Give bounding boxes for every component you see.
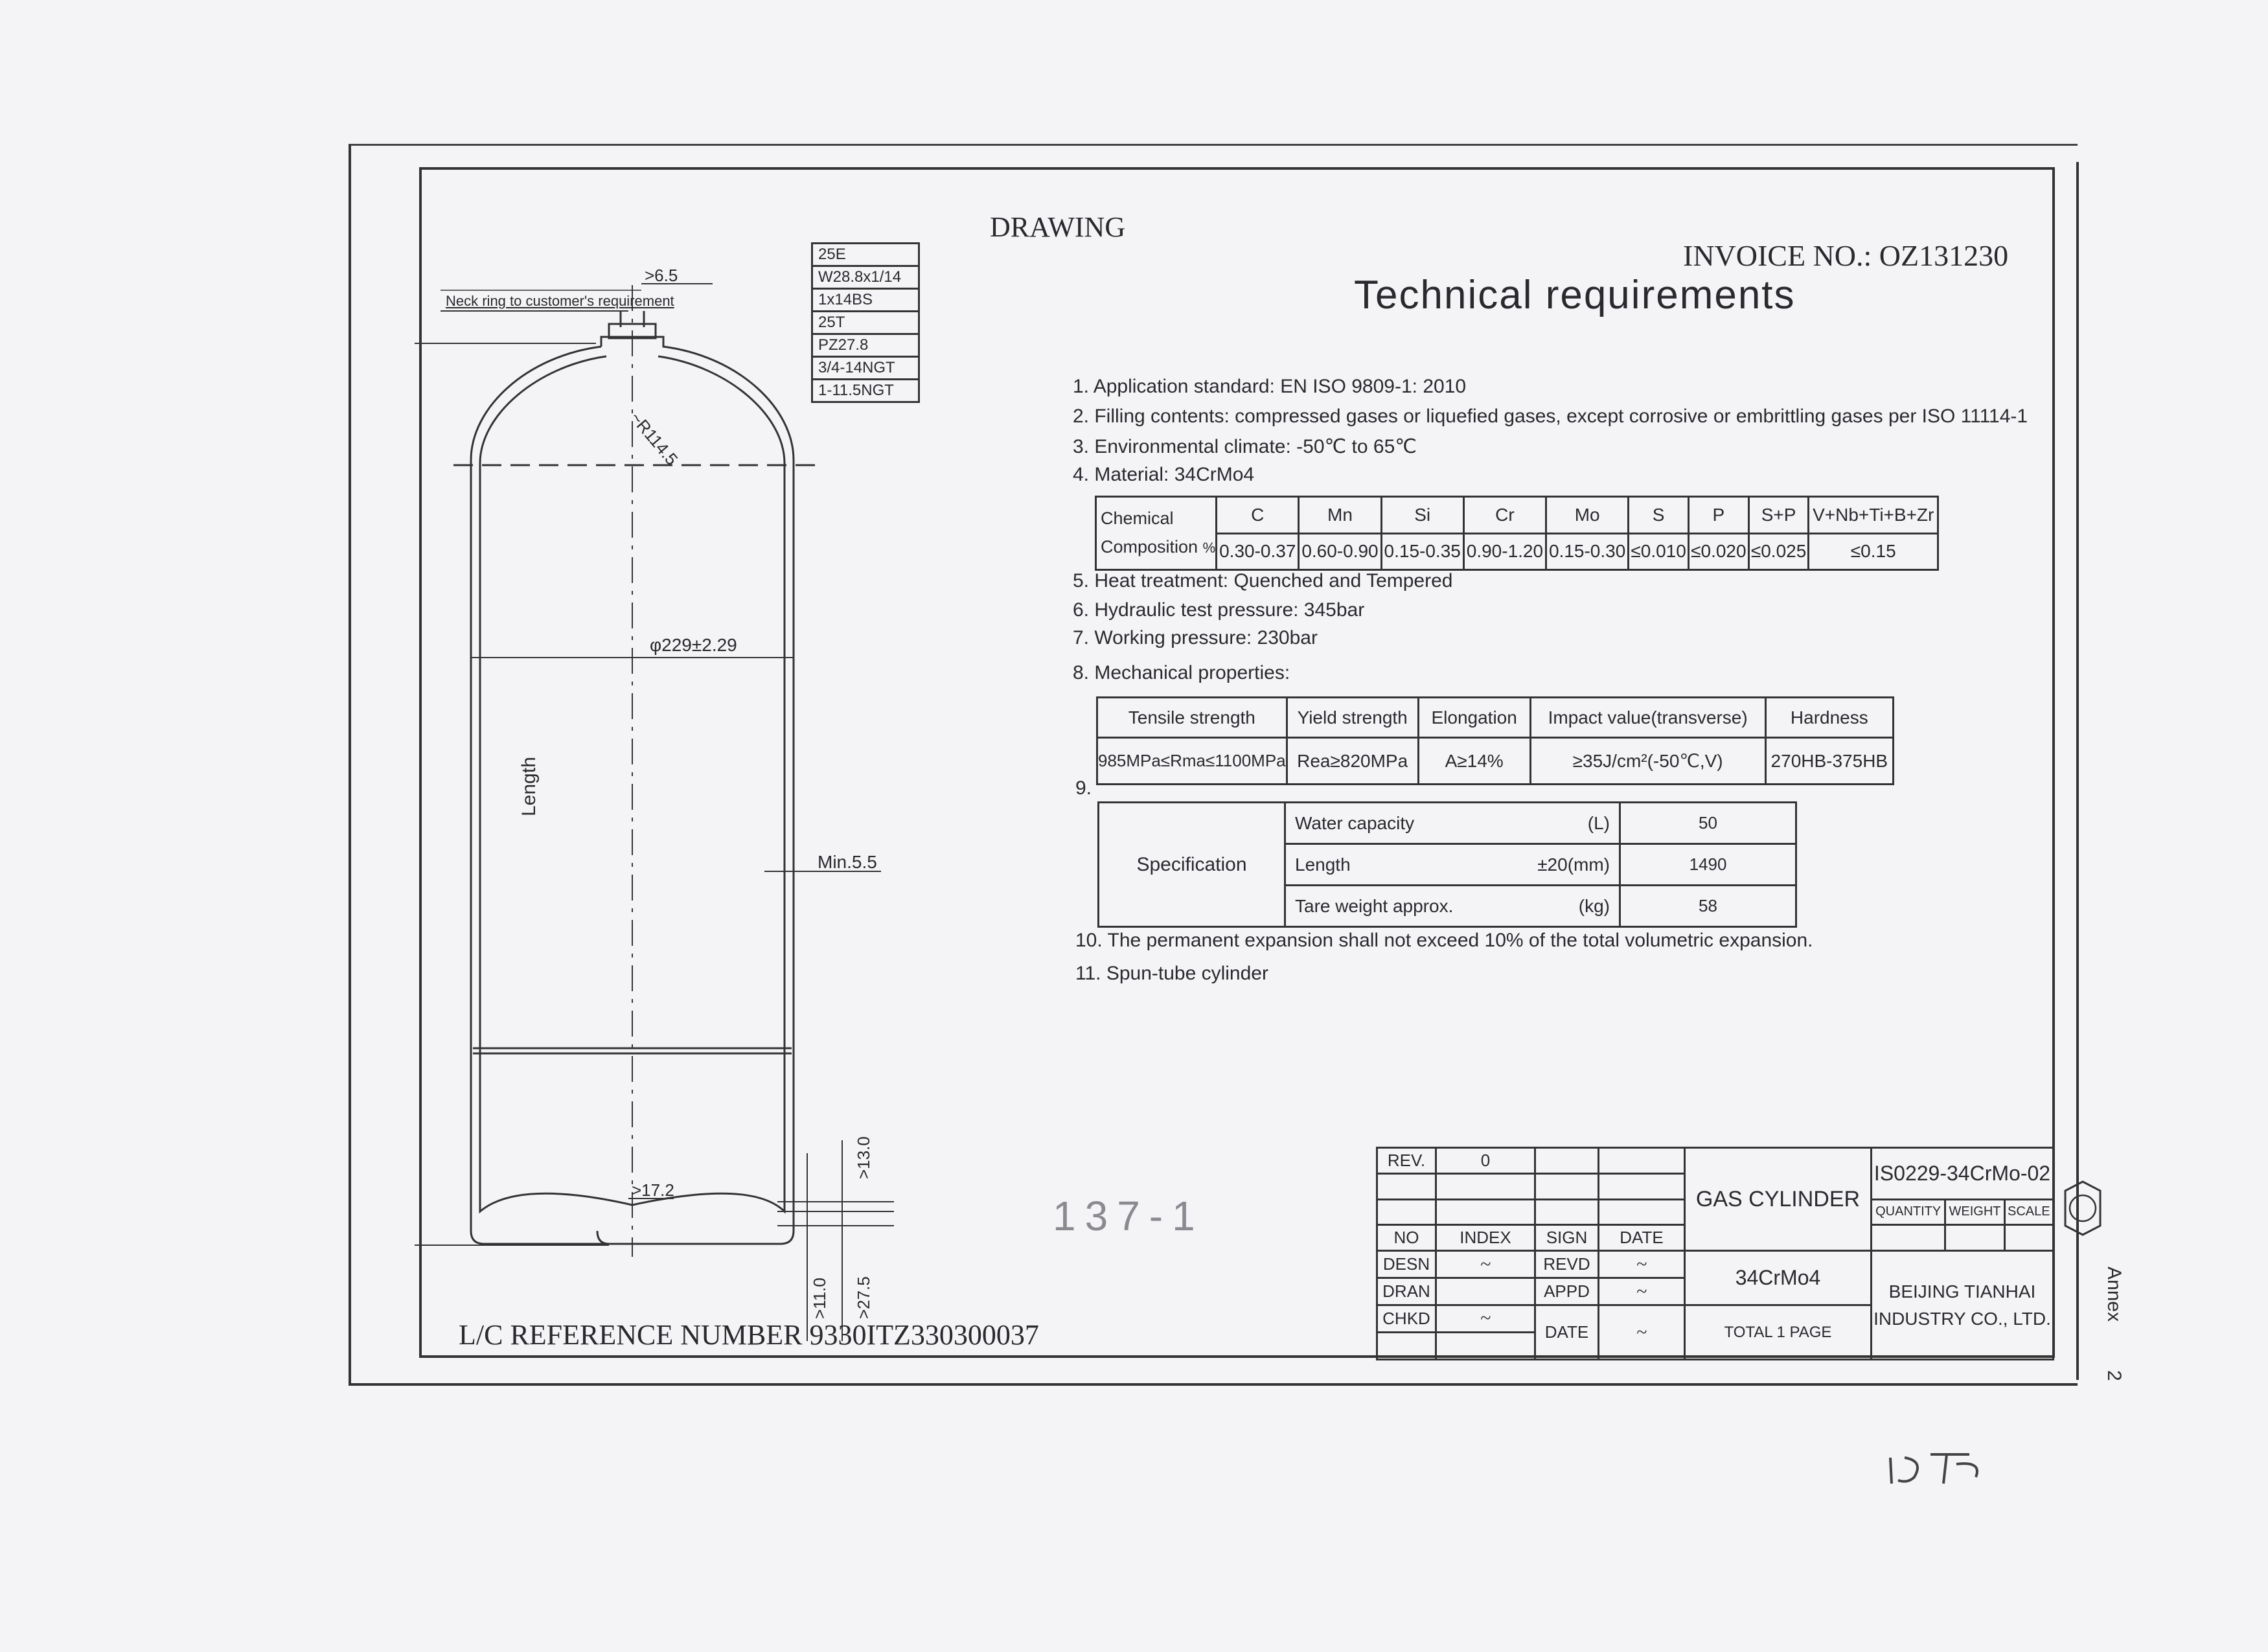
specification-table [1097, 801, 1797, 928]
mech-value: Rea≥820MPa [1287, 738, 1418, 785]
requirement-item: 3. Environmental climate: -50℃ to 65℃ [1073, 436, 1417, 457]
chemical-composition-table [1095, 496, 1939, 571]
requirement-item: 10. The permanent expansion shall not exceed 10% of the total volumetric expansion. [1075, 930, 1813, 951]
col-sign: SIGN [1535, 1225, 1599, 1251]
spec-name: Tare weight approx. [1295, 895, 1454, 916]
neck-thickness: >6.5 [645, 266, 678, 285]
date-label: DATE [1535, 1305, 1599, 1360]
base-thickness-label: >17.2 [632, 1180, 674, 1200]
annex-label: Annex [2103, 1267, 2125, 1322]
spec-unit: (kg) [1578, 895, 1610, 916]
chem-header: Si [1381, 497, 1463, 534]
requirement-item: 9. [1075, 777, 1092, 799]
mech-value: 985MPa≤Rma≤1100MPa [1097, 738, 1287, 785]
spec-name: Water capacity [1295, 812, 1415, 833]
spec-unit: (L) [1587, 812, 1610, 833]
length-label: Length [518, 757, 540, 816]
spec-label: Specification [1099, 803, 1285, 927]
thread-spec: 3/4-14NGT [812, 357, 919, 380]
weight-label: WEIGHT [1945, 1199, 2004, 1225]
company-line1: BEIJING TIANHAI [1888, 1281, 2036, 1302]
dim-27-label: >27.5 [854, 1276, 873, 1319]
requirement-item: 7. Working pressure: 230bar [1073, 627, 1318, 648]
requirement-item: 2. Filling contents: compressed gases or liquefied gases, except corrosive or embrittling gases per ISO 11114-1 [1073, 406, 2028, 427]
drawing-number: IS0229-34CrMo-02 [1872, 1148, 2054, 1200]
dim-13-label: >13.0 [854, 1136, 873, 1179]
spec-name-cell [1285, 844, 1620, 886]
cylinder-outline [597, 337, 794, 1244]
chem-value: ≤0.15 [1809, 533, 1938, 570]
thread-spec: 25T [812, 312, 919, 334]
spec-name: Length [1295, 854, 1351, 875]
spec-name-cell [1285, 803, 1620, 844]
spec-value: 58 [1620, 886, 1796, 927]
rev-label: REV. [1377, 1148, 1436, 1174]
mech-value: ≥35J/cm²(-50℃,V) [1530, 738, 1765, 785]
chem-header: P [1688, 497, 1748, 534]
chem-value: ≤0.020 [1688, 533, 1748, 570]
chem-unit: % [1202, 540, 1216, 556]
spec-value: 50 [1620, 803, 1796, 844]
spec-value: 1490 [1620, 844, 1796, 886]
company-line2: INDUSTRY CO., LTD. [1873, 1308, 2051, 1329]
mech-value: A≥14% [1418, 738, 1530, 785]
quantity-label: QUANTITY [1872, 1199, 1945, 1225]
page-title: Technical requirements [1354, 273, 1796, 317]
chem-header: C [1217, 497, 1299, 534]
chem-value: 0.15-0.30 [1546, 533, 1629, 570]
mechanical-properties-table [1096, 696, 1894, 785]
col-no: NO [1377, 1225, 1436, 1251]
tuv-logo [2060, 1179, 2105, 1237]
chem-value: 0.15-0.35 [1381, 533, 1463, 570]
rev-value: 0 [1436, 1148, 1535, 1174]
col-date: DATE [1599, 1225, 1685, 1251]
chem-header: V+Nb+Ti+B+Zr [1809, 497, 1938, 534]
dran-label: DRAN [1377, 1278, 1436, 1305]
requirement-item: 6. Hydraulic test pressure: 345bar [1073, 599, 1365, 621]
dim-11-label: >11.0 [810, 1278, 829, 1319]
annex-number: 2 [2103, 1370, 2125, 1381]
mech-header: Impact value(transverse) [1530, 698, 1765, 738]
requirement-item: 4. Material: 34CrMo4 [1073, 464, 1255, 485]
mech-header: Elongation [1418, 698, 1530, 738]
part-name: GAS CYLINDER [1685, 1148, 1872, 1251]
total-page: TOTAL 1 PAGE [1685, 1305, 1872, 1360]
col-index: INDEX [1436, 1225, 1535, 1251]
mech-header: Hardness [1765, 698, 1893, 738]
faint-stamp: 137-1 [1053, 1193, 1204, 1239]
chem-header: S [1629, 497, 1689, 534]
neck-ring-note: Neck ring to customer's requirement [446, 293, 674, 309]
chem-header: S+P [1748, 497, 1809, 534]
mech-header: Tensile strength [1097, 698, 1287, 738]
material-label: 34CrMo4 [1685, 1251, 1872, 1305]
appd-label: APPD [1535, 1278, 1599, 1305]
designer-signature: ~ [1436, 1251, 1535, 1278]
thread-spec: 25E [812, 244, 919, 266]
invoice-number: INVOICE NO.: OZ131230 [1683, 239, 2009, 272]
chkd-label: CHKD [1377, 1305, 1436, 1333]
chem-header: Mo [1546, 497, 1629, 534]
spec-unit: ±20(mm) [1537, 854, 1610, 875]
chem-value: 0.30-0.37 [1217, 533, 1299, 570]
handwritten-mark [1885, 1445, 1995, 1490]
chem-header: Mn [1299, 497, 1381, 534]
chem-label-line1: Chemical [1101, 509, 1174, 528]
chem-value: 0.90-1.20 [1463, 533, 1546, 570]
thread-spec: W28.8x1/14 [812, 266, 919, 289]
drawing-label: DRAWING [990, 211, 1126, 243]
chem-value: ≤0.025 [1748, 533, 1809, 570]
chem-header: Cr [1463, 497, 1546, 534]
company-name [1872, 1251, 2054, 1360]
radius-label: ~R114.5 [626, 408, 682, 469]
lc-reference: L/C REFERENCE NUMBER 9330ITZ330300037 [459, 1319, 1039, 1351]
reviewer-signature: ~ [1599, 1251, 1685, 1278]
chem-value: ≤0.010 [1629, 533, 1689, 570]
mech-value: 270HB-375HB [1765, 738, 1893, 785]
desn-label: DESN [1377, 1251, 1436, 1278]
date-signature: ~ [1599, 1305, 1685, 1360]
checker-signature: ~ [1436, 1305, 1535, 1333]
requirement-item: 8. Mechanical properties: [1073, 662, 1290, 683]
chem-value: 0.60-0.90 [1299, 533, 1381, 570]
thread-spec: 1x14BS [812, 289, 919, 312]
thread-spec: 1-11.5NGT [812, 380, 919, 402]
requirement-item: 11. Spun-tube cylinder [1075, 963, 1268, 984]
requirement-item: 5. Heat treatment: Quenched and Tempered [1073, 570, 1453, 591]
mech-header: Yield strength [1287, 698, 1418, 738]
spec-name-cell [1285, 886, 1620, 927]
title-block [1376, 1147, 2054, 1360]
diameter-label: φ229±2.29 [650, 635, 737, 655]
chem-label-line2: Composition [1101, 537, 1198, 556]
revd-label: REVD [1535, 1251, 1599, 1278]
requirement-item: 1. Application standard: EN ISO 9809-1: 2010 [1073, 376, 1467, 397]
approver-signature: ~ [1599, 1278, 1685, 1305]
min-wall-label: Min.5.5 [818, 852, 877, 872]
scale-label: SCALE [2004, 1199, 2053, 1225]
thread-spec: PZ27.8 [812, 334, 919, 357]
